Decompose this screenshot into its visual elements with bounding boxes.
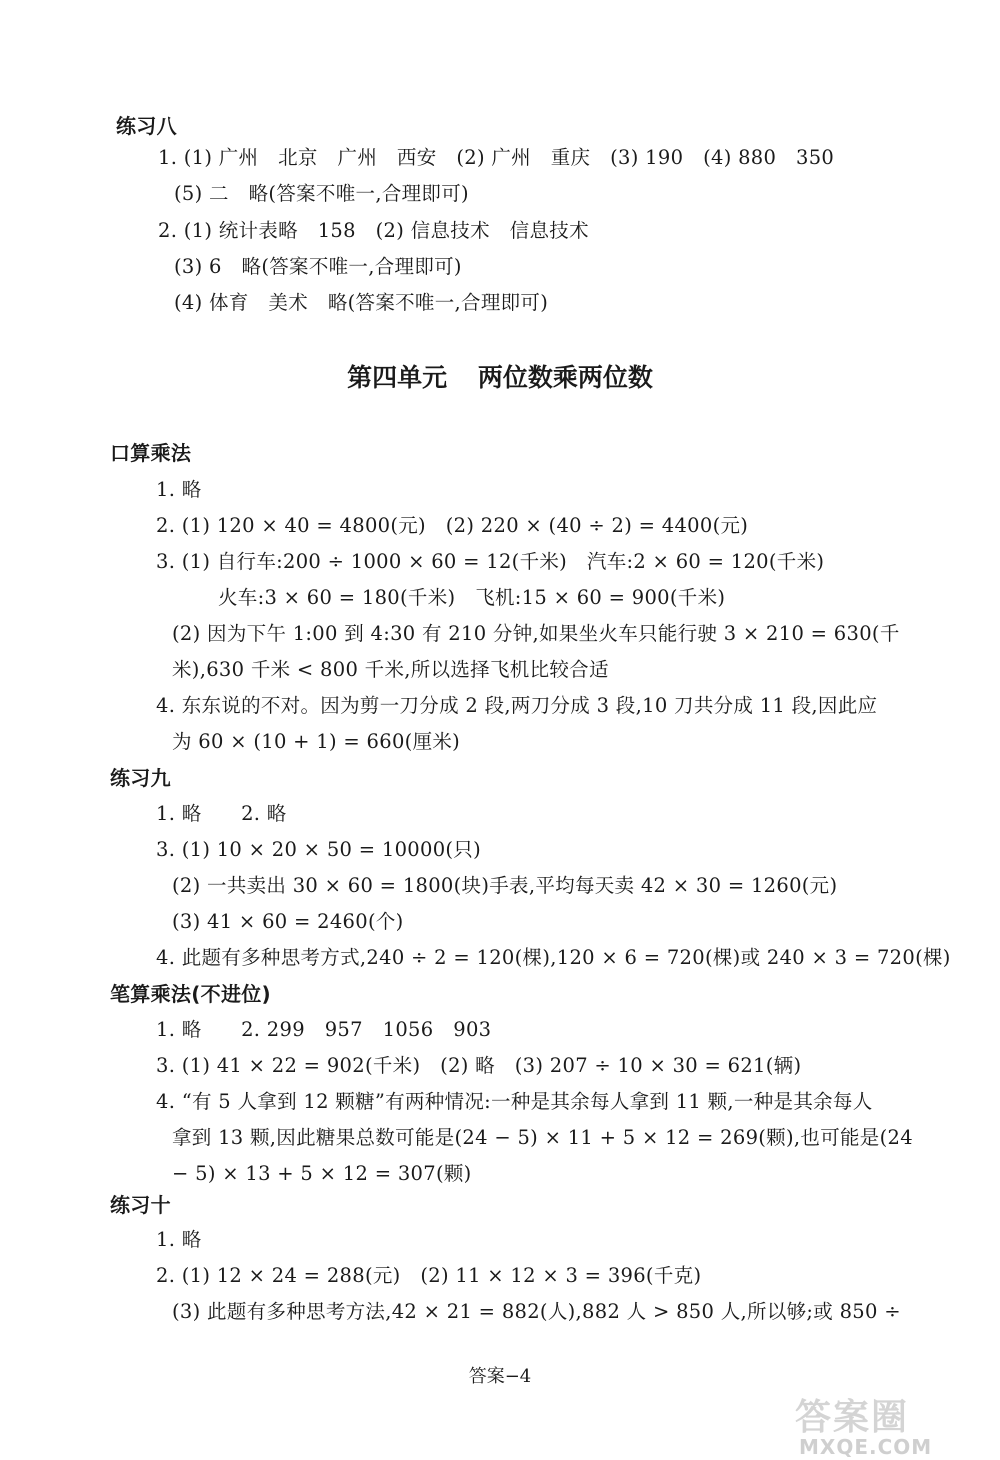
answer-line: (3) 6 略(答案不唯一,合理即可) — [174, 255, 462, 278]
answer-line: 3. (1) 41 × 22 = 902(千米) (2) 略 (3) 207 ÷ 10 × 30 = 621(辆) — [156, 1054, 802, 1077]
answer-line: 2. (1) 12 × 24 = 288(元) (2) 11 × 12 × 3 = 396(千克) — [156, 1264, 702, 1287]
watermark-logo-text: 答案圈 — [795, 1397, 910, 1438]
answer-line: 火车:3 × 60 = 180(千米) 飞机:15 × 60 = 900(千米) — [218, 586, 726, 609]
section-heading-written-multiplication: 笔算乘法(不进位) — [110, 982, 271, 1006]
answer-line: 2. (1) 统计表略 158 (2) 信息技术 信息技术 — [158, 219, 589, 242]
answer-line: − 5) × 13 + 5 × 12 = 307(颗) — [172, 1162, 472, 1185]
answer-line: 4. 东东说的不对。因为剪一刀分成 2 段,两刀分成 3 段,10 刀共分成 11 段,因此应 — [156, 694, 878, 717]
section-heading-exercise-9: 练习九 — [110, 766, 171, 790]
answer-line: 1. 略 2. 略 — [156, 802, 287, 825]
answer-line: 1. 略 — [156, 1228, 202, 1251]
page-number: 答案−4 — [468, 1366, 532, 1387]
answer-line: (2) 一共卖出 30 × 60 = 1800(块)手表,平均每天卖 42 × 30 = 1260(元) — [172, 874, 838, 897]
answer-line: (2) 因为下午 1:00 到 4:30 有 210 分钟,如果坐火车只能行驶 3 × 210 = 630(千 — [172, 622, 900, 645]
answer-line: (3) 此题有多种思考方法,42 × 21 = 882(人),882 人 > 850 人,所以够;或 850 ÷ — [172, 1300, 901, 1323]
watermark-site-text: MXQE.COM — [799, 1435, 933, 1459]
watermark-logo — [795, 1398, 985, 1458]
answer-line: 4. 此题有多种思考方式,240 ÷ 2 = 120(棵),120 × 6 = 720(棵)或 240 × 3 = 720(棵) — [156, 946, 951, 969]
answer-line: (3) 41 × 60 = 2460(个) — [172, 910, 404, 933]
answer-line: 米),630 千米 < 800 千米,所以选择飞机比较合适 — [172, 658, 609, 681]
answer-line: 1. 略 — [156, 478, 202, 501]
answer-line: 4. “有 5 人拿到 12 颗糖”有两种情况:一种是其余每人拿到 11 颗,一种是其余每人 — [156, 1090, 873, 1113]
answer-line: 3. (1) 自行车:200 ÷ 1000 × 60 = 12(千米) 汽车:2 × 60 = 120(千米) — [156, 550, 825, 573]
answer-line: 拿到 13 颗,因此糖果总数可能是(24 − 5) × 11 + 5 × 12 = 269(颗),也可能是(24 — [172, 1126, 913, 1149]
answer-line: 3. (1) 10 × 20 × 50 = 10000(只) — [156, 838, 482, 861]
unit-title: 第四单元 两位数乘两位数 — [347, 363, 653, 392]
answer-line: (5) 二 略(答案不唯一,合理即可) — [174, 182, 469, 205]
section-heading-mental-multiplication: 口算乘法 — [110, 441, 192, 465]
answer-line: 1. 略 2. 299 957 1056 903 — [156, 1018, 492, 1041]
answer-line: 2. (1) 120 × 40 = 4800(元) (2) 220 × (40 ÷ 2) = 4400(元) — [156, 514, 749, 537]
answer-line: 为 60 × (10 + 1) = 660(厘米) — [172, 730, 461, 753]
section-heading-exercise-10: 练习十 — [110, 1193, 171, 1217]
answer-line: 1. (1) 广州 北京 广州 西安 (2) 广州 重庆 (3) 190 (4) 880 350 — [158, 146, 835, 169]
section-heading-exercise-8: 练习八 — [116, 114, 177, 138]
answer-line: (4) 体育 美术 略(答案不唯一,合理即可) — [174, 291, 549, 314]
